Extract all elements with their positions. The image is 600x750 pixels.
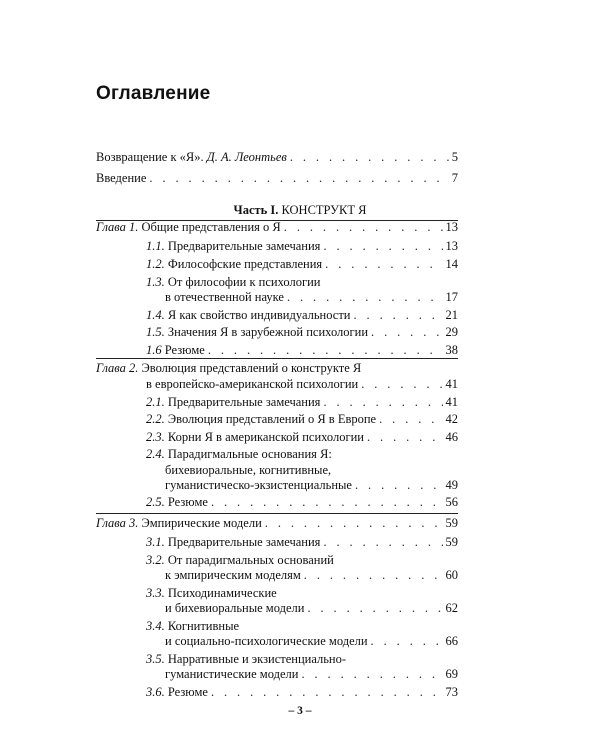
section-title-line: 3.2. От парадигмальных оснований <box>146 553 334 567</box>
section-number: 1.2. <box>146 257 165 271</box>
leader-dots <box>325 257 442 272</box>
leader-dots <box>379 412 442 427</box>
section-title: к эмпирическим моделям <box>165 568 301 582</box>
section-title: Резюме <box>167 495 208 509</box>
page-number: 38 <box>445 343 458 357</box>
toc-section[interactable] <box>146 343 458 358</box>
section-number: 1.4. <box>146 308 165 322</box>
section-title: гуманистические модели <box>165 667 299 681</box>
chapter-number: Глава 1. <box>96 220 139 234</box>
section-title: гуманистическо-экзистенциальные <box>165 478 352 492</box>
page-title: Оглавление <box>96 83 211 104</box>
leader-dots <box>371 634 443 649</box>
section-title: Предварительные замечания <box>167 239 321 253</box>
section-number: 3.1. <box>146 535 165 549</box>
section-title: Я как свойство индивидуальности <box>167 308 351 322</box>
part-label: Часть I. <box>233 203 279 217</box>
page-number: 41 <box>445 377 458 391</box>
toc-entry-front-2[interactable] <box>96 171 458 186</box>
section-title: Предварительные замечания <box>167 535 321 549</box>
leader-dots <box>323 535 442 550</box>
chapter-title: Общие представления о Я <box>141 220 281 234</box>
toc-section[interactable] <box>146 535 458 550</box>
page-number: 59 <box>445 516 458 530</box>
leader-dots <box>304 568 443 583</box>
page-number: 49 <box>445 478 458 492</box>
section-number: 2.4. <box>146 447 165 461</box>
leader-dots <box>301 667 442 682</box>
page-number: 59 <box>445 535 458 549</box>
leader-dots <box>323 395 442 410</box>
leader-dots <box>323 239 442 254</box>
section-title: и бихевиоральные модели <box>165 601 305 615</box>
divider <box>96 358 458 359</box>
page-number: 21 <box>445 308 458 322</box>
section-title: и социально-психологические модели <box>165 634 368 648</box>
chapter-number: Глава 2. <box>96 361 139 375</box>
toc-section[interactable] <box>146 685 458 700</box>
page-folio: – 3 – <box>288 705 312 717</box>
section-number: 1.5. <box>146 325 165 339</box>
section-title-line: 1.3. От философии к психологии <box>146 275 321 289</box>
section-title-line: бихевиоральные, когнитивные, <box>165 463 332 477</box>
section-title-line: 2.4. Парадигмальные основания Я: <box>146 447 332 461</box>
section-number: 2.1. <box>146 395 165 409</box>
leader-dots <box>211 495 443 510</box>
toc-section[interactable] <box>146 495 458 510</box>
section-number: 3.3. <box>146 586 165 600</box>
toc-section[interactable] <box>146 239 458 254</box>
page-number: 73 <box>445 685 458 699</box>
toc-section[interactable] <box>165 634 458 649</box>
toc-section[interactable] <box>146 325 458 340</box>
toc-chapter-2[interactable] <box>146 377 458 392</box>
section-number: 1.6 <box>146 343 162 357</box>
section-number: 3.2. <box>146 553 165 567</box>
leader-dots <box>307 601 442 616</box>
leader-dots <box>290 150 449 165</box>
leader-dots <box>367 430 443 445</box>
section-number: 3.5. <box>146 652 165 666</box>
toc-section[interactable] <box>165 568 458 583</box>
leader-dots <box>361 377 442 392</box>
section-title: Эволюция представлений о Я в Европе <box>167 412 377 426</box>
section-title-line: 3.4. Когнитивные <box>146 619 240 633</box>
section-title: Философские представления <box>167 257 323 271</box>
leader-dots <box>355 478 443 493</box>
chapter-title: Эмпирические модели <box>141 516 262 530</box>
chapter-title: Эволюция представлений о конструкте Я <box>141 361 362 375</box>
chapter-title-line <box>96 361 361 376</box>
page-number: 13 <box>445 239 458 253</box>
section-number: 1.1. <box>146 239 165 253</box>
page-number: 42 <box>445 412 458 426</box>
section-title: Предварительные замечания <box>167 395 321 409</box>
chapter-title: в европейско-американской психологии <box>146 377 359 391</box>
divider <box>96 513 458 514</box>
leader-dots <box>371 325 442 340</box>
toc-chapter-3[interactable] <box>96 516 458 531</box>
section-number: 2.2. <box>146 412 165 426</box>
leader-dots <box>354 308 443 323</box>
page-number: 69 <box>445 667 458 681</box>
section-title-line: 3.3. Психодинамические <box>146 586 277 600</box>
toc-section[interactable] <box>146 412 458 427</box>
toc-section[interactable] <box>165 601 458 616</box>
leader-dots <box>208 343 443 358</box>
chapter-number: Глава 3. <box>96 516 139 530</box>
page-number: 14 <box>445 257 458 271</box>
page-number: 41 <box>445 395 458 409</box>
section-title: в отечественной науке <box>165 290 284 304</box>
toc-entry-front-1[interactable] <box>96 150 458 165</box>
page-number: 66 <box>445 634 458 648</box>
leader-dots <box>211 685 443 700</box>
toc-chapter-1[interactable] <box>96 220 458 235</box>
toc-section[interactable] <box>165 290 458 305</box>
toc-section[interactable] <box>146 308 458 323</box>
leader-dots <box>149 171 448 186</box>
page-number: 5 <box>451 150 458 164</box>
entry-label: Введение <box>96 171 147 185</box>
entry-label: Возвращение к «Я». <box>96 150 204 164</box>
page-number: 60 <box>445 568 458 582</box>
leader-dots <box>265 516 443 531</box>
page-number: 62 <box>445 601 458 615</box>
leader-dots <box>287 290 443 305</box>
section-number: 2.5. <box>146 495 165 509</box>
toc-section[interactable] <box>146 257 458 272</box>
page-number: 56 <box>445 495 458 509</box>
section-title: Значения Я в зарубежной психологии <box>167 325 369 339</box>
section-number: 3.6. <box>146 685 165 699</box>
toc-section[interactable] <box>146 395 458 410</box>
section-number: 1.3. <box>146 275 165 289</box>
toc-section[interactable] <box>165 478 458 493</box>
section-title: Корни Я в американской психологии <box>167 430 364 444</box>
section-title-line: 3.5. Нарративные и экзистенциально- <box>146 652 347 666</box>
part-title: КОНСТРУКТ Я <box>281 203 367 217</box>
toc-section[interactable] <box>146 430 458 445</box>
section-title: Резюме <box>164 343 205 357</box>
section-number: 3.4. <box>146 619 165 633</box>
leader-dots <box>284 220 443 235</box>
page-number: 46 <box>445 430 458 444</box>
section-title: Резюме <box>167 685 208 699</box>
page-number: 13 <box>445 220 458 234</box>
entry-author: Д. А. Леонтьев <box>206 150 287 164</box>
page-number: 29 <box>445 325 458 339</box>
page-number: 17 <box>445 290 458 304</box>
section-number: 2.3. <box>146 430 165 444</box>
page-number: 7 <box>451 171 458 185</box>
toc-section[interactable] <box>165 667 458 682</box>
part-heading <box>0 203 600 218</box>
